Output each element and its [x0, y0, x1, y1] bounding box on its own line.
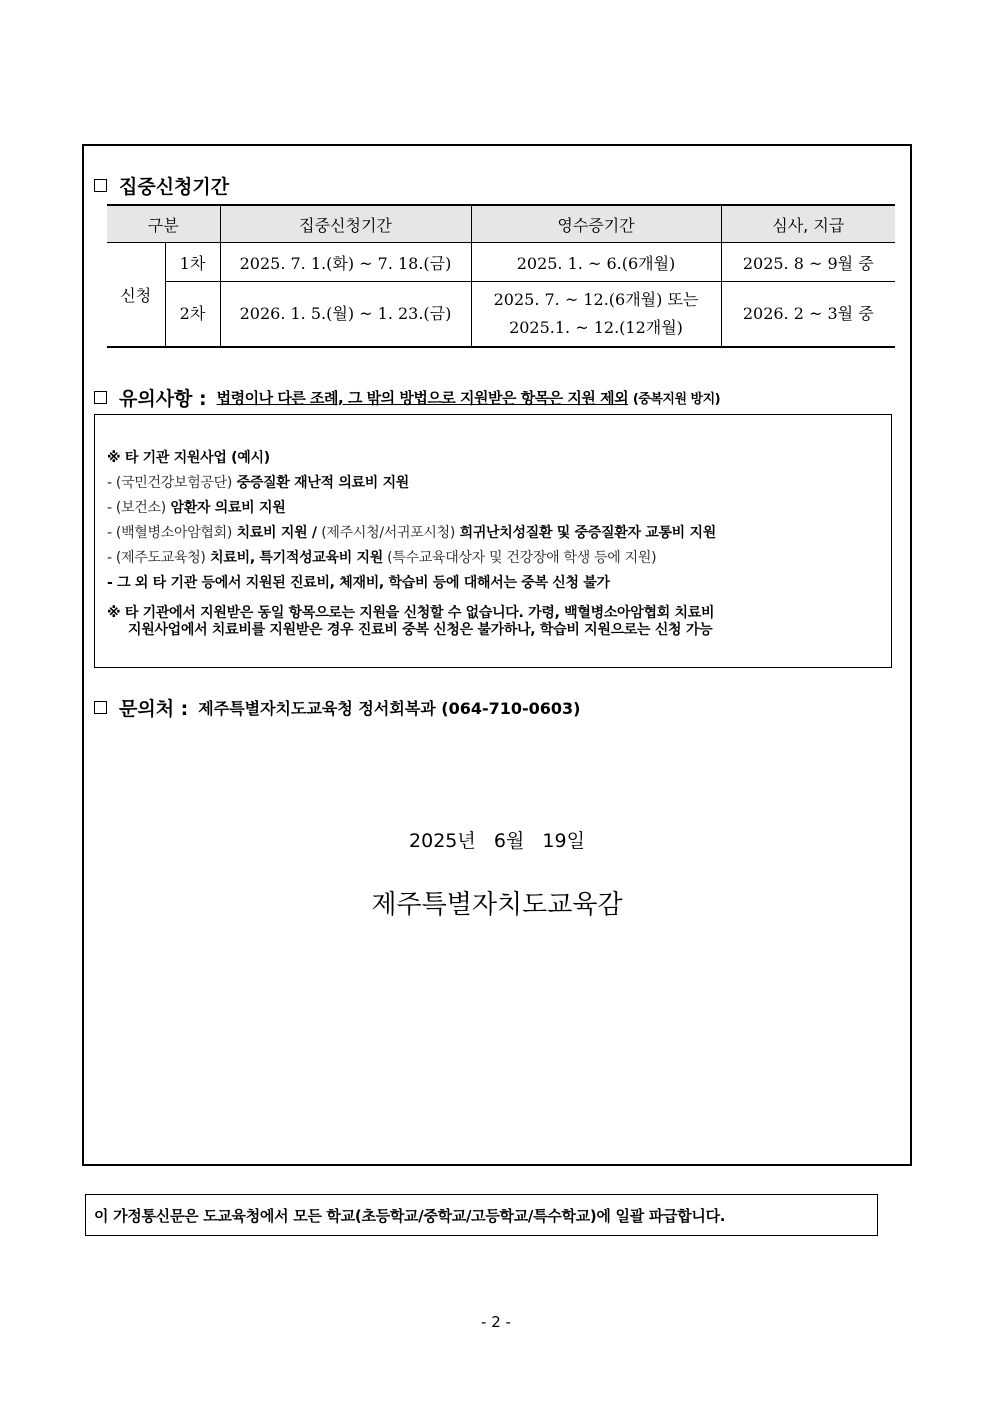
square-bullet-icon: [94, 391, 107, 404]
table-header-row: [107, 205, 895, 243]
header-category: 구분: [107, 205, 220, 243]
list-item-last: - 그 외 타 기관 등에서 지원된 진료비, 체재비, 학습비 등에 대해서는 중복 신청 불가: [107, 575, 610, 591]
receipt-cell: 2025. 1. ~ 6.(6개월): [471, 243, 721, 282]
note-line: 지원사업에서 치료비를 지원받은 경우 진료비 중복 신청은 불가하나, 학습비 지원으로는 신청 가능: [128, 622, 713, 638]
table-row: [107, 243, 895, 282]
org-name: (국민건강보험공단): [115, 475, 233, 491]
period-cell: 2025. 7. 1.(화) ~ 7. 18.(금): [220, 243, 471, 282]
note-line: ※ 타 기관에서 지원받은 동일 항목으로는 지원을 신청할 수 없습니다. 가령, 백혈병소아암협회 치료비: [107, 605, 715, 621]
section-heading-schedule: [94, 172, 229, 199]
notice-heading: ※ 타 기관 지원사업 (예시): [107, 450, 270, 466]
round-cell: 1차: [165, 243, 220, 282]
header-receipt: 영수증기간: [471, 205, 721, 243]
subtitle-paren: (중복지원 방지): [632, 392, 721, 407]
header-payment: 심사, 지급: [721, 205, 895, 243]
list-item: - (보건소) 암환자 의료비 지원: [107, 500, 286, 516]
period-cell: 2026. 1. 5.(월) ~ 1. 23.(금): [220, 282, 471, 348]
notice-note: [107, 605, 714, 639]
list-item: - (제주도교육청) 치료비, 특기적성교육비 지원 (특수교육대상자 및 건강장애 학생 등에 지원): [107, 550, 657, 566]
list-item: - (백혈병소아암협회) 치료비 지원 / (제주시청/서귀포시청) 희귀난치성질환 및 중증질환자 교통비 지원: [107, 525, 716, 541]
support-text: 치료비 지원 /: [232, 525, 322, 541]
issue-date: 2025년 6월 19일: [409, 830, 585, 852]
page-number: - 2 -: [481, 1313, 511, 1331]
section-subtitle: [217, 387, 720, 408]
square-bullet-icon: [94, 179, 107, 192]
contact-info: 제주특별자치도교육청 정서회복과 (064-710-0603): [198, 699, 581, 718]
receipt-line: 2025. 7. ~ 12.(6개월) 또는: [493, 290, 699, 309]
section-heading-notice: [94, 384, 720, 411]
header-period: 집중신청기간: [220, 205, 471, 243]
receipt-line: 2025.1. ~ 12.(12개월): [509, 318, 683, 337]
round-cell: 2차: [165, 282, 220, 348]
notice-box: [94, 414, 892, 668]
group-label-cell: 신청: [107, 243, 165, 348]
org-name: (제주시청/서귀포시청): [321, 525, 456, 541]
support-text: 치료비, 특기적성교육비 지원: [205, 550, 384, 566]
list-item: - (국민건강보험공단) 중증질환 재난적 의료비 지원: [107, 475, 410, 491]
payment-cell: 2026. 2 ~ 3월 중: [721, 282, 895, 348]
footer-notice: 이 가정통신문은 도교육청에서 모든 학교(초등학교/중학교/고등학교/특수학교)에 일괄 파급합니다.: [85, 1194, 878, 1236]
payment-cell: 2025. 8 ~ 9월 중: [721, 243, 895, 282]
issuer-name: 제주특별자치도교육감: [371, 890, 623, 920]
subtitle-underlined: 법령이나 다른 조례, 그 밖의 방법으로 지원받은 항목은 지원 제외: [216, 389, 629, 407]
support-extra: (특수교육대상자 및 건강장애 학생 등에 지원): [383, 550, 657, 566]
section-title: 문의처 :: [119, 698, 189, 720]
square-bullet-icon: [94, 701, 107, 714]
support-text: 중증질환 재난적 의료비 지원: [232, 475, 410, 491]
org-name: (백혈병소아암협회): [115, 525, 233, 541]
main-frame: [82, 144, 912, 1166]
receipt-cell: [471, 282, 721, 348]
table-row: [107, 282, 895, 348]
section-heading-contact: [94, 694, 581, 721]
section-title: 집중신청기간: [119, 176, 230, 198]
support-text: 암환자 의료비 지원: [165, 500, 286, 516]
org-name: (제주도교육청): [115, 550, 206, 566]
section-title: 유의사항 :: [119, 388, 207, 410]
org-name: (보건소): [115, 500, 166, 516]
schedule-table: [107, 204, 895, 348]
support-text: 희귀난치성질환 및 중증질환자 교통비 지원: [455, 525, 716, 541]
